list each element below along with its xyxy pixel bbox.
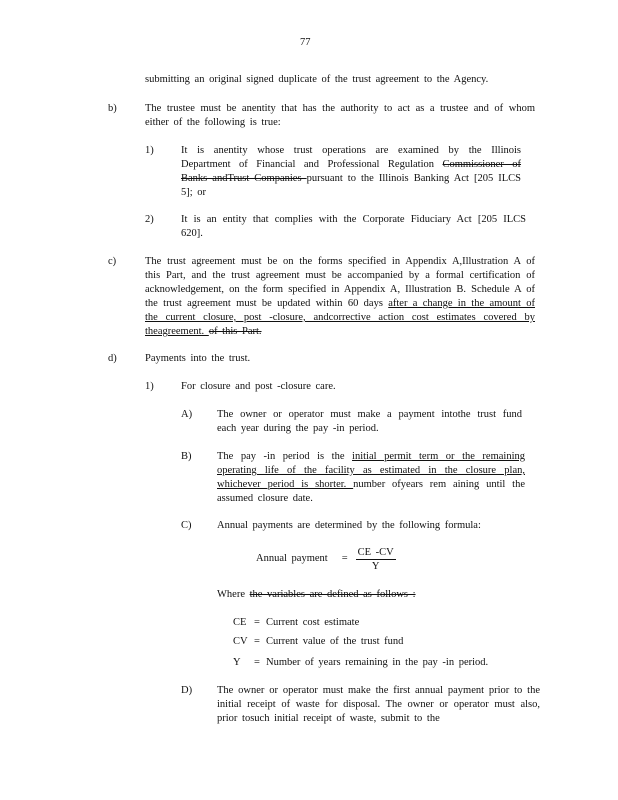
var-y-def: Number of years remaining in the pay -in period. bbox=[266, 657, 489, 668]
section-b2-text: It is an entity that complies with the Corporate Fiduciary Act [205 ILCS 620]. bbox=[181, 214, 526, 239]
var-ce-def: Current cost estimate bbox=[266, 617, 360, 628]
var-ce-symbol: CE bbox=[233, 617, 247, 628]
section-d-label: d) bbox=[108, 353, 117, 364]
section-d1b-post: number ofyears rem aining until the assumed closure date. bbox=[217, 479, 525, 504]
formula-fraction bbox=[356, 546, 396, 573]
var-cv-symbol: CV bbox=[233, 636, 248, 647]
section-b1-label: 1) bbox=[145, 145, 154, 156]
section-d1b-pre: The pay -in period is the bbox=[217, 451, 353, 462]
intro-line: submitting an original signed duplicate of the trust agreement to the Agency. bbox=[145, 74, 489, 85]
section-d1a-text: The owner or operator must make a payment intothe trust fund each year during the pay -in period. bbox=[217, 409, 522, 434]
formula-denominator: Y bbox=[371, 560, 380, 572]
section-b2-label: 2) bbox=[145, 214, 154, 225]
section-c-text bbox=[145, 255, 535, 339]
section-c-label: c) bbox=[108, 256, 117, 267]
section-d1d-text: The owner or operator must make the first annual payment prior to the initial receipt of waste for disposal. The owner or operator must also, prior tosuch initial receipt of waste, submit to the bbox=[217, 685, 540, 724]
var-y-op: = bbox=[254, 657, 260, 668]
section-d1d-label: D) bbox=[181, 685, 193, 696]
page-number: 77 bbox=[300, 37, 311, 48]
section-b1-text bbox=[181, 144, 521, 200]
var-y-symbol: Y bbox=[233, 657, 241, 668]
section-b-label: b) bbox=[108, 103, 117, 114]
section-c-main: The trust agreement must be on the forms specified in Appendix A,Illustration A of this Part, and the trust agreement must be accompanied by a formal certification of acknowledgement, on the form specified in Appendix A, Illustration B. Schedule A of the trust agreement must be updated within 60 days bbox=[145, 256, 535, 309]
var-cv-op: = bbox=[254, 636, 260, 647]
section-d1b-underlined: initial permit term or the remaining operating life of the facility as estimated in the closure plan, whichever period is shorter. bbox=[217, 451, 525, 490]
where-struck: the variables are defined as follows : bbox=[249, 589, 416, 600]
section-d1b-text bbox=[217, 450, 525, 506]
section-c-struck: of this Part. bbox=[208, 326, 262, 337]
section-b-text: The trustee must be anentity that has the authority to act as a trustee and of whom either of the following is true: bbox=[145, 103, 535, 128]
section-c-underlined: after a change in the amount of the current closure, post -closure, andcorrective action cost estimates covered by theagreement. bbox=[145, 298, 535, 337]
formula-numerator: CE -CV bbox=[357, 546, 394, 558]
section-d1b-label: B) bbox=[181, 451, 192, 462]
section-b1-struck: Commissioner of Banks andTrust Companies bbox=[181, 159, 522, 184]
section-d1a-label: A) bbox=[181, 409, 193, 420]
formula-equals: = bbox=[341, 553, 348, 564]
where-clause bbox=[217, 588, 416, 602]
section-d1-text: For closure and post -closure care. bbox=[181, 381, 336, 392]
section-d1c-label: C) bbox=[181, 520, 192, 531]
formula bbox=[256, 544, 396, 574]
section-b1-post: pursuant to the Illinois Banking Act [205 ILCS 5]; or bbox=[181, 173, 521, 198]
where-pre: Where bbox=[217, 589, 250, 600]
var-cv-def: Current value of the trust fund bbox=[266, 636, 404, 647]
section-d-text: Payments into the trust. bbox=[145, 353, 251, 364]
var-ce-op: = bbox=[254, 617, 260, 628]
section-b1-pre: It is anentity whose trust operations are examined by the Illinois Department of Financial and Professional Regulation bbox=[181, 145, 521, 170]
formula-lhs: Annual payment bbox=[256, 553, 328, 564]
section-d1c-text: Annual payments are determined by the following formula: bbox=[217, 520, 481, 531]
section-d1-label: 1) bbox=[145, 381, 154, 392]
